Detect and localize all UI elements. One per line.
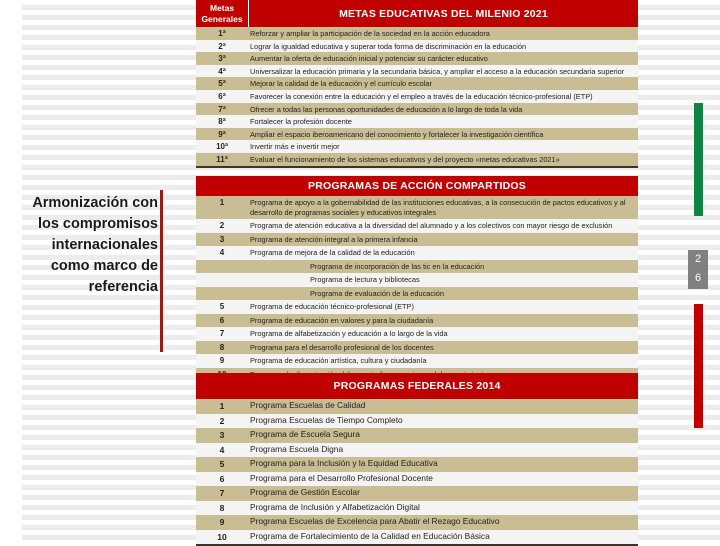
row-number: 3: [219, 430, 225, 440]
table-row: [196, 128, 638, 141]
row-text: Ampliar el espacio iberoamericano del conocimiento y fortalecer la investigación científica: [250, 129, 544, 139]
row-number: 5ª: [218, 79, 226, 89]
row-text: Programa de Fortalecimiento de la Calidad en Educación Básica: [250, 530, 490, 541]
table-body-metas-milenio: [196, 27, 638, 166]
row-text: Programa de Escuela Segura: [250, 429, 360, 439]
row-number: 9: [219, 517, 225, 527]
row-number: 1: [219, 198, 225, 207]
row-text: Aumentar la oferta de educación inicial y potenciar su carácter educativo: [250, 54, 488, 64]
row-text: Ofrecer a todas las personas oportunidades de educación a lo largo de toda la vida: [250, 104, 523, 114]
row-number: 8: [219, 342, 225, 352]
row-text: Programa de Inclusión y Alfabetización Digital: [250, 501, 420, 512]
table-row: [196, 530, 638, 545]
table-body-programas-federales: [196, 399, 638, 544]
row-number: 10ª: [216, 142, 228, 152]
row-number: 8: [219, 502, 225, 513]
row-number: 4: [219, 248, 225, 257]
row-text: Programa de educación técnico-profesional (ETP): [250, 302, 414, 311]
row-number: 6: [219, 473, 225, 484]
slide-caption: Armonización con los compromisos internacionales como marco de referencia: [32, 195, 158, 295]
row-text: Programa para el desarrollo profesional de los docentes: [250, 342, 434, 352]
table-row: [196, 341, 638, 355]
row-text: Evaluar el funcionamiento de los sistemas educativos y del proyecto «metas educativas 2021»: [250, 154, 560, 164]
row-number: 7: [219, 488, 225, 498]
table-row: [196, 399, 638, 414]
table-row: [196, 246, 638, 260]
row-text: Programa de Gestión Escolar: [250, 487, 360, 497]
row-number: 4ª: [218, 66, 226, 76]
row-text: Programa de alfabetización y educación a lo largo de la vida: [250, 329, 448, 338]
table-row: [196, 327, 638, 341]
row-number: [196, 260, 248, 274]
table-row: [196, 443, 638, 458]
row-number: 7ª: [218, 104, 226, 114]
header-metas-generales-line1: Metas: [209, 3, 235, 13]
row-number: 5: [219, 302, 225, 311]
table-row: [196, 219, 638, 233]
row-text: Programa de atención integral a la primera infancia: [250, 234, 418, 244]
row-text: Programa de apoyo a la gobernabilidad de las instituciones educativas, a la consecución de pactos educativos y al desarrollo de programas sociales y educativos integrales: [250, 198, 626, 217]
row-text: Programa Escuelas de Calidad: [250, 400, 366, 410]
table-programas-compartidos: [196, 176, 638, 383]
row-text: Mejorar la calidad de la educación y el currículo escolar: [250, 79, 432, 89]
table-row: [196, 27, 638, 40]
table-row: [196, 354, 638, 368]
row-number: 2ª: [218, 41, 226, 51]
table-row: [196, 196, 638, 219]
table-row: [196, 515, 638, 530]
row-number: 9ª: [218, 129, 226, 139]
red-accent-bar: [694, 304, 703, 428]
row-text: Lograr la igualdad educativa y superar toda forma de discriminación en la educación: [250, 41, 527, 51]
row-number: 5: [219, 459, 225, 469]
caption-vertical-rule: [160, 190, 163, 352]
row-text: Programa Escuela Digna: [250, 443, 344, 454]
page-number-digit-2: 6: [694, 272, 702, 284]
table-row: [196, 300, 638, 314]
row-text: Reforzar y ampliar la participación de la sociedad en la acción educadora: [250, 29, 490, 38]
row-text: Invertir más e invertir mejor: [250, 142, 340, 152]
row-number: [196, 273, 248, 287]
row-text: Favorecer la conexión entre la educación y el empleo a través de la educación técnico-profesional (ETP): [250, 91, 593, 101]
row-number: 3: [219, 234, 225, 244]
row-text: Programa de evaluación de la educación: [310, 288, 444, 298]
row-text: Programa de educación artística, cultura y ciudadanía: [250, 356, 427, 365]
row-number: 3ª: [218, 54, 226, 64]
row-number: 4: [219, 444, 225, 455]
table-row: [196, 140, 638, 153]
row-text: Universalizar la educación primaria y la secundaria básica, y ampliar el acceso a la educación secundaria superior: [250, 66, 625, 76]
row-text: Programa Escuelas de Excelencia para Abatir el Rezago Educativo: [250, 516, 500, 526]
header-title-programas-federales: PROGRAMAS FEDERALES 2014: [333, 380, 501, 392]
table-row: [196, 153, 638, 166]
table-row: [196, 90, 638, 103]
table-row: [196, 501, 638, 516]
row-number: 7: [219, 329, 225, 338]
header-title-programas-compartidos: PROGRAMAS DE ACCIÓN COMPARTIDOS: [308, 180, 526, 192]
table-row: [196, 414, 638, 429]
table-row: [196, 40, 638, 53]
green-accent-bar: [694, 103, 703, 216]
header-metas-generales: [196, 0, 249, 27]
row-text: Fortalecer la profesión docente: [250, 117, 352, 127]
table-header-metas-milenio: [196, 0, 638, 27]
row-number: 11ª: [216, 154, 228, 164]
table-row: [196, 260, 638, 274]
row-number: 10: [217, 531, 227, 542]
table-metas-milenio: [196, 0, 638, 168]
row-number: 1ª: [218, 29, 226, 38]
row-text: Programa de atención educativa a la diversidad del alumnado y a los colectivos con mayor riesgo de exclusión: [250, 221, 613, 230]
table-row: [196, 472, 638, 487]
row-text: Programa de educación en valores y para la ciudadanía: [250, 315, 434, 325]
row-text: Programa para la Inclusión y la Equidad Educativa: [250, 458, 438, 468]
table-row: [196, 273, 638, 287]
row-text: Programa de lectura y bibliotecas: [310, 275, 420, 284]
table-row: [196, 65, 638, 78]
table-bottom-border: [196, 166, 638, 168]
row-number: 6ª: [218, 91, 226, 101]
row-number: [196, 287, 248, 301]
row-text: Programa de mejora de la calidad de la educación: [250, 248, 415, 257]
row-number: 1: [219, 401, 225, 411]
row-number: 2: [219, 415, 225, 426]
page-number-badge: [688, 250, 708, 289]
table-row: [196, 314, 638, 328]
table-row: [196, 287, 638, 301]
header-metas-generales-line2: Generales: [201, 13, 243, 24]
row-text: Programa para el Desarrollo Profesional Docente: [250, 472, 433, 483]
table-header-programas-federales: [196, 373, 638, 399]
row-number: 9: [219, 356, 225, 365]
table-row: [196, 52, 638, 65]
row-number: 8ª: [218, 117, 226, 127]
table-row: [196, 115, 638, 128]
row-text: Programa de incorporación de las tic en la educación: [310, 261, 485, 271]
table-programas-federales: [196, 373, 638, 546]
table-row: [196, 77, 638, 90]
table-header-programas-compartidos: [196, 176, 638, 196]
table-row: [196, 428, 638, 443]
page-number-digit-1: 2: [694, 253, 702, 265]
row-text: Programa Escuelas de Tiempo Completo: [250, 414, 403, 425]
table-row: [196, 486, 638, 501]
table-row: [196, 103, 638, 116]
table-row: [196, 457, 638, 472]
row-number: 6: [219, 315, 225, 325]
table-row: [196, 233, 638, 247]
row-number: 2: [219, 221, 225, 230]
table-body-programas-compartidos: [196, 196, 638, 381]
header-title-metas-milenio: METAS EDUCATIVAS DEL MILENIO 2021: [339, 7, 548, 20]
